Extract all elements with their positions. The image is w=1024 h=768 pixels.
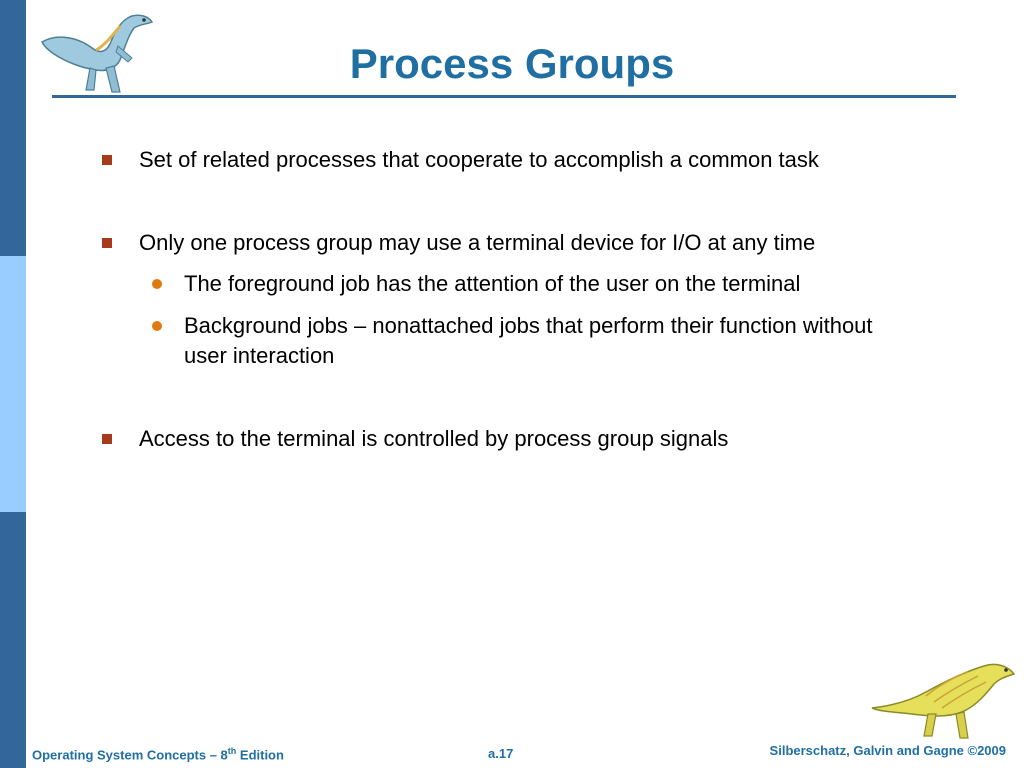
footer-book-title [32, 746, 284, 762]
square-bullet-icon [102, 434, 112, 444]
bullet-text: Only one process group may use a terminal device for I/O at any time [139, 230, 816, 255]
round-bullet-icon [152, 279, 162, 289]
bullet-text: Access to the terminal is controlled by process group signals [139, 426, 729, 451]
footer-page-number: a.17 [488, 746, 514, 761]
slide-title: Process Groups [349, 40, 675, 87]
left-bar-middle [0, 256, 26, 512]
square-bullet-icon [102, 155, 112, 165]
square-bullet-icon [102, 238, 112, 248]
footer-book-suffix: Edition [236, 747, 284, 763]
bullet-text: Set of related processes that cooperate to accomplish a common task [139, 147, 819, 172]
sub-bullet-text: The foreground job has the attention of the user on the terminal [184, 271, 801, 296]
title-divider [52, 95, 956, 98]
round-bullet-icon [152, 321, 162, 331]
footer-book-sup: th [227, 746, 237, 756]
sub-bullet-text: Background jobs – nonattached jobs that perform their function without user interaction [184, 313, 873, 368]
dinosaur-corner-icon [868, 656, 1018, 744]
footer-copyright: Silberschatz, Galvin and Gagne ©2009 [769, 743, 1006, 758]
footer-book-prefix: Operating System Concepts – 8 [32, 747, 228, 763]
left-bar-bottom [0, 512, 26, 768]
